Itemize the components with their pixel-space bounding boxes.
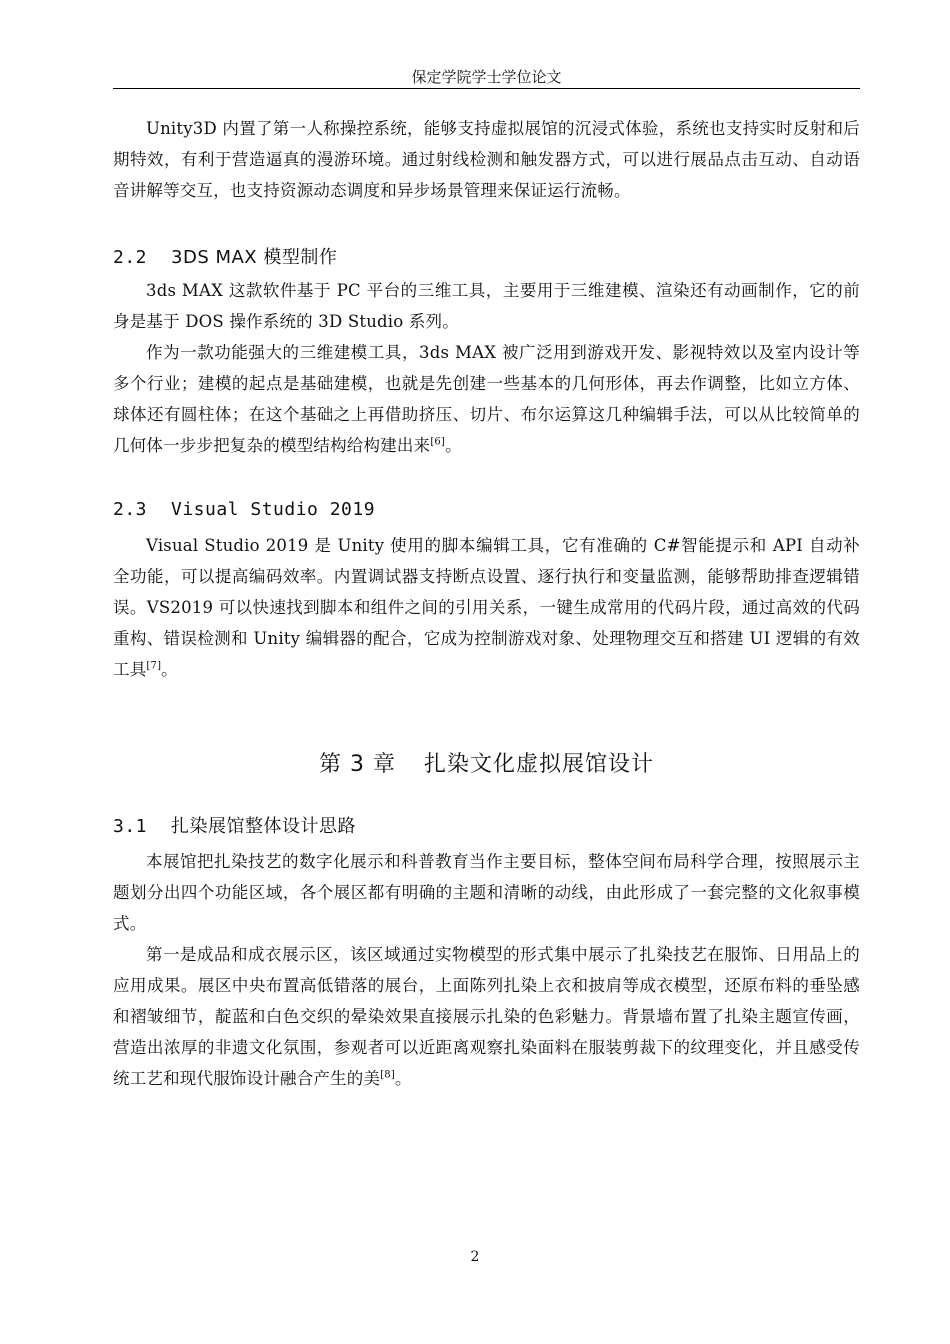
section-heading-2-3 — [113, 499, 860, 520]
section-number: 2.2 — [113, 247, 148, 268]
section-3-1-paragraph-1: 本展馆把扎染技艺的数字化展示和科普教育当作主要目标，整体空间布局科学合理，按照展示主题划分出四个功能区域，各个展区都有明确的主题和清晰的动线，由此形成了一套完整的文化叙事模式。 — [113, 852, 860, 933]
paragraph-text: Visual Studio 2019 是 Unity 使用的脚本编辑工具，它有准确的 C#智能提示和 API 自动补全功能，可以提高编码效率。内置调试器支持断点设置、逐行执行和变量监测，能够帮助排查逻辑错误。VS2019 可以快速找到脚本和组件之间的引用关系，一键生成常用的代码片段，通过高效的代码重构、错误检测和 Unity 编辑器的配合，它成为控制游戏对象、处理物理交互和搭建 UI 逻辑的有效工具 — [113, 536, 860, 679]
intro-paragraph: Unity3D 内置了第一人称操控系统，能够支持虚拟展馆的沉浸式体验，系统也支持实时反射和后期特效，有利于营造逼真的漫游环境。通过射线检测和触发器方式，可以进行展品点击互动、自动语音讲解等交互，也支持资源动态调度和异步场景管理来保证运行流畅。 — [113, 119, 860, 200]
page-number: 2 — [470, 1249, 480, 1265]
page-body — [113, 113, 860, 1094]
section-number: 3.1 — [113, 816, 148, 837]
section-2-2-paragraph-1: 3ds MAX 这款软件基于 PC 平台的三维工具，主要用于三维建模、渲染还有动画制作，它的前身是基于 DOS 操作系统的 3D Studio 系列。 — [113, 281, 860, 331]
citation-8[interactable]: [8] — [380, 1069, 395, 1081]
paragraph-text: 作为一款功能强大的三维建模工具，3ds MAX 被广泛用到游戏开发、影视特效以及室内设计等多个行业；建模的起点是基础建模，也就是先创建一些基本的几何形体，再去作调整，比如立方体、球体还有圆柱体；在这个基础之上再借助挤压、切片、布尔运算这几种编辑手法，可以从比较简单的几何体一步步把复杂的模型结构给构建出来 — [113, 343, 860, 455]
running-header: 保定学院学士学位论文 — [411, 68, 562, 86]
section-title: Visual Studio 2019 — [171, 499, 376, 520]
paragraph-text: 第一是成品和成衣展示区，该区域通过实物模型的形式集中展示了扎染技艺在服饰、日用品上的应用成果。展区中央布置高低错落的展台，上面陈列扎染上衣和披肩等成衣模型，还原布料的垂坠感和褶皱细节，靛蓝和白色交织的晕染效果直接展示扎染的色彩魅力。背景墙布置了扎染主题宣传画，营造出浓厚的非遗文化氛围，参观者可以近距离观察扎染面料在服装剪裁下的纹理变化，并且感受传统工艺和现代服饰设计融合产生的美 — [113, 945, 860, 1088]
section-2-3-paragraph — [113, 530, 860, 685]
paragraph-end: 。 — [445, 436, 462, 455]
citation-6[interactable]: [6] — [430, 436, 446, 448]
section-3-1-paragraph-2 — [113, 939, 860, 1094]
section-title: 扎染展馆整体设计思路 — [171, 816, 356, 837]
section-heading-2-2 — [113, 243, 860, 269]
citation-7[interactable]: [7] — [146, 660, 162, 672]
paragraph-end: 。 — [161, 660, 178, 679]
section-heading-3-1 — [113, 812, 860, 838]
chapter-title: 扎染文化虚拟展馆设计 — [423, 752, 654, 777]
chapter-heading — [113, 747, 860, 778]
paragraph-end: 。 — [394, 1069, 412, 1088]
section-title: 3DS MAX 模型制作 — [171, 247, 338, 268]
header-divider — [113, 88, 860, 89]
section-number: 2.3 — [113, 499, 148, 520]
chapter-label: 第 3 章 — [319, 752, 396, 777]
section-2-2-paragraph-2 — [113, 337, 860, 461]
